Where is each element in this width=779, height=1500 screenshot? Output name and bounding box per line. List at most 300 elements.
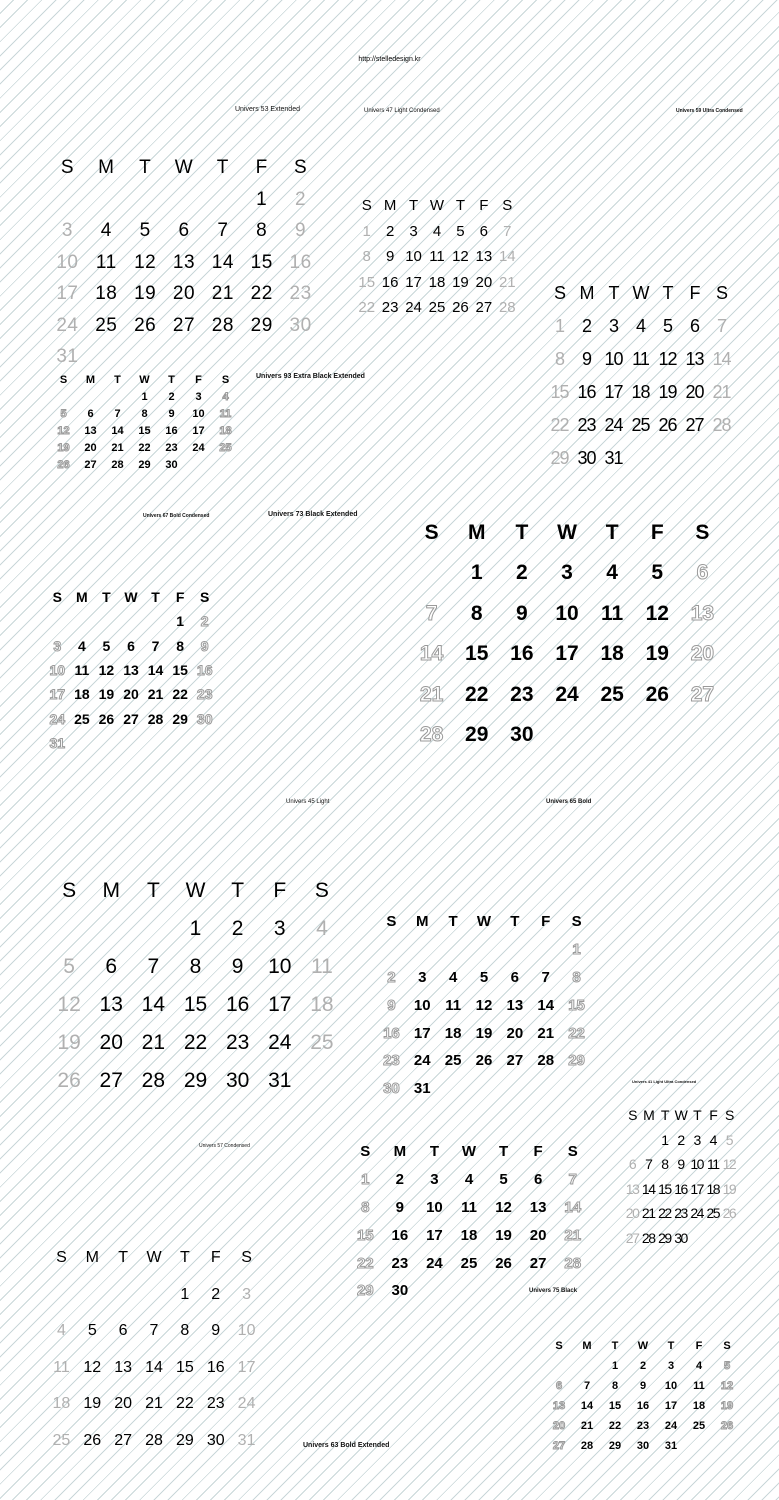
day-cell: 13	[475, 248, 493, 266]
day-cell: 15	[658, 1180, 671, 1197]
day-cell: 30	[196, 710, 213, 727]
day-cell: 17	[192, 425, 205, 437]
day-cell: 19	[134, 283, 157, 305]
day-cell: 27	[475, 299, 493, 317]
weekday-header: S	[424, 520, 439, 544]
day-cell: 14	[211, 251, 234, 273]
day-cell: 15	[608, 1400, 622, 1413]
day-cell: 13	[685, 348, 704, 369]
weekday-header: S	[695, 520, 710, 544]
day-cell: 17	[664, 1400, 678, 1413]
weekday-header: W	[429, 197, 445, 215]
calendar-label-c6: Univers 73 Black Extended	[268, 511, 358, 518]
day-cell: 1	[176, 613, 185, 630]
day-cell: 29	[550, 447, 569, 468]
calendar-label-c11: Univers 75 Black	[529, 1288, 578, 1294]
weekday-header: T	[608, 282, 619, 303]
day-cell: 2	[639, 1360, 647, 1373]
day-cell: 17	[49, 686, 66, 703]
calendar-label-c9: Univers 41 Light Ultra Condensed	[632, 1079, 697, 1084]
day-cell: 5	[651, 561, 664, 585]
day-cell: 17	[405, 273, 422, 291]
day-cell: 9	[395, 1198, 405, 1216]
weekday-header: F	[195, 374, 202, 386]
day-cell: 11	[693, 1380, 705, 1393]
weekday-header: T	[611, 1340, 619, 1353]
day-cell: 6	[87, 408, 94, 420]
day-cell: 24	[413, 1052, 431, 1070]
weekday-header: M	[102, 878, 120, 902]
day-cell: 12	[83, 1358, 102, 1376]
day-cell: 21	[564, 1226, 582, 1244]
day-cell: 23	[391, 1254, 409, 1272]
day-cell: 10	[237, 1322, 256, 1340]
day-cell: 26	[722, 1205, 736, 1222]
day-cell: 21	[580, 1420, 594, 1432]
day-cell: 20	[114, 1395, 133, 1413]
day-cell: 9	[168, 408, 175, 420]
day-cell: 5	[102, 637, 111, 654]
day-cell: 18	[600, 642, 624, 666]
day-cell: 28	[564, 1254, 582, 1272]
day-cell: 1	[362, 222, 371, 240]
day-cell: 25	[600, 682, 624, 706]
day-cell: 8	[176, 637, 185, 654]
day-cell: 12	[645, 601, 669, 625]
day-cell: 31	[237, 1431, 256, 1449]
day-cell: 23	[289, 283, 312, 305]
day-cell: 25	[428, 299, 446, 317]
day-cell: 1	[572, 941, 581, 959]
day-cell: 1	[189, 916, 202, 940]
calendar-c12	[545, 1337, 741, 1456]
day-cell: 24	[604, 414, 623, 435]
day-cell: 20	[84, 442, 97, 454]
day-cell: 15	[356, 1226, 374, 1244]
day-cell: 8	[141, 408, 148, 420]
day-cell: 4	[709, 1131, 716, 1148]
day-cell: 27	[506, 1052, 524, 1070]
weekday-header: F	[709, 1107, 717, 1124]
day-cell: 28	[147, 710, 164, 727]
weekday-header: S	[221, 374, 230, 386]
day-cell: 9	[581, 348, 591, 369]
day-cell: 7	[645, 1156, 652, 1173]
day-cell: 20	[529, 1226, 547, 1244]
day-cell: 25	[692, 1420, 706, 1432]
day-cell: 20	[552, 1420, 566, 1432]
weekday-header: W	[139, 374, 150, 386]
day-cell: 22	[568, 1024, 585, 1042]
day-cell: 31	[56, 346, 79, 368]
day-cell: 10	[426, 1198, 443, 1216]
weekday-header: T	[662, 282, 673, 303]
weekday-header: M	[416, 913, 429, 931]
day-cell: 16	[381, 273, 399, 291]
day-cell: 10	[664, 1380, 678, 1393]
day-cell: 12	[452, 248, 469, 266]
day-cell: 20	[685, 381, 704, 402]
calendar-c11	[348, 1138, 590, 1305]
day-cell: 14	[498, 248, 516, 266]
day-cell: 21	[145, 1395, 163, 1413]
day-cell: 11	[95, 251, 117, 273]
day-cell: 24	[56, 314, 79, 336]
weekday-header: S	[724, 1107, 733, 1124]
day-cell: 11	[53, 1358, 70, 1376]
weekday-header: M	[467, 520, 486, 544]
day-cell: 31	[268, 1068, 292, 1092]
day-cell: 13	[123, 662, 139, 679]
day-cell: 24	[268, 1030, 292, 1054]
calendar-c6	[409, 512, 725, 755]
day-cell: 17	[426, 1226, 443, 1244]
day-cell: 26	[452, 299, 469, 317]
day-cell: 19	[83, 1395, 102, 1413]
day-cell: 23	[636, 1420, 650, 1432]
day-cell: 17	[413, 1024, 431, 1042]
weekday-header: S	[361, 197, 372, 215]
day-cell: 21	[641, 1205, 655, 1222]
day-cell: 3	[430, 1171, 439, 1189]
weekday-header: W	[674, 1107, 687, 1124]
day-cell: 6	[696, 561, 709, 585]
weekday-header: S	[553, 282, 565, 303]
day-cell: 29	[465, 723, 489, 747]
day-cell: 7	[541, 968, 550, 986]
day-cell: 22	[608, 1420, 622, 1432]
day-cell: 19	[452, 273, 469, 291]
day-cell: 2	[295, 188, 307, 210]
day-cell: 19	[720, 1400, 734, 1413]
day-cell: 18	[460, 1226, 478, 1244]
day-cell: 6	[118, 1322, 128, 1340]
day-cell: 5	[456, 222, 465, 240]
day-cell: 22	[250, 283, 273, 305]
day-cell: 30	[206, 1431, 225, 1449]
day-cell: 1	[256, 188, 268, 210]
day-cell: 22	[658, 1205, 671, 1222]
day-cell: 26	[495, 1254, 512, 1272]
weekday-header: T	[498, 1143, 509, 1161]
day-cell: 13	[690, 601, 715, 625]
day-cell: 14	[141, 992, 166, 1016]
day-cell: 8	[470, 601, 483, 625]
day-cell: 28	[111, 459, 124, 471]
day-cell: 9	[231, 954, 244, 978]
day-cell: 18	[52, 1395, 71, 1413]
day-cell: 21	[419, 682, 444, 706]
day-cell: 28	[641, 1229, 655, 1246]
day-cell: 2	[168, 391, 175, 403]
day-cell: 3	[608, 315, 618, 336]
day-cell: 27	[552, 1439, 566, 1452]
day-cell: 15	[183, 992, 208, 1016]
weekday-header: T	[605, 520, 619, 544]
day-cell: 18	[428, 273, 446, 291]
day-cell: 24	[664, 1420, 678, 1432]
day-cell: 4	[316, 916, 328, 940]
day-cell: 15	[465, 642, 489, 666]
day-cell: 5	[139, 220, 151, 242]
day-cell: 24	[690, 1205, 703, 1222]
day-cell: 16	[196, 662, 213, 679]
weekday-header: S	[60, 157, 75, 179]
day-cell: 31	[413, 1080, 431, 1098]
day-cell: 22	[183, 1030, 208, 1054]
day-cell: 14	[537, 996, 555, 1014]
day-cell: 22	[358, 299, 376, 317]
day-cell: 7	[583, 1380, 591, 1393]
day-cell: 11	[74, 662, 90, 679]
day-cell: 8	[611, 1380, 619, 1393]
weekday-header: F	[541, 913, 551, 931]
day-cell: 26	[57, 459, 70, 471]
day-cell: 18	[692, 1400, 706, 1413]
day-cell: 29	[250, 314, 273, 336]
day-cell: 24	[426, 1254, 443, 1272]
day-cell: 21	[147, 686, 164, 703]
site-url[interactable]: http://stelledesign.kr	[358, 56, 421, 63]
day-cell: 9	[200, 637, 209, 654]
day-cell: 14	[564, 1198, 582, 1216]
day-cell: 15	[172, 662, 188, 679]
day-cell: 18	[444, 1024, 462, 1042]
day-cell: 6	[689, 315, 699, 336]
day-cell: 2	[200, 613, 209, 630]
day-cell: 21	[141, 1030, 166, 1054]
day-cell: 30	[225, 1068, 250, 1092]
day-cell: 2	[516, 561, 528, 585]
day-cell: 12	[722, 1156, 736, 1173]
day-cell: 31	[604, 447, 623, 468]
day-cell: 22	[138, 442, 151, 454]
day-cell: 14	[147, 662, 164, 679]
day-cell: 8	[361, 1198, 370, 1216]
day-cell: 15	[138, 425, 151, 437]
calendar-c7	[48, 871, 343, 1099]
day-cell: 26	[134, 314, 157, 336]
day-cell: 31	[664, 1439, 678, 1452]
day-cell: 3	[409, 222, 418, 240]
weekday-header: S	[628, 1107, 636, 1124]
weekday-header: F	[273, 878, 287, 902]
calendar-label-c5: Univers 67 Bold Condensed	[143, 513, 210, 519]
day-cell: 14	[580, 1400, 594, 1413]
day-cell: 29	[138, 459, 151, 471]
day-cell: 25	[95, 314, 118, 336]
day-cell: 11	[601, 601, 624, 625]
day-cell: 18	[310, 992, 334, 1016]
weekday-header: S	[386, 913, 397, 931]
calendar-label-c8: Univers 65 Bold	[546, 799, 592, 805]
day-cell: 7	[503, 222, 512, 240]
calendar-c1	[48, 152, 320, 373]
weekday-header: T	[168, 374, 175, 386]
weekday-header: T	[102, 589, 111, 606]
day-cell: 14	[111, 425, 124, 437]
calendar-label-c7: Univers 45 Light	[286, 799, 330, 805]
calendar-c10	[46, 1240, 262, 1459]
day-cell: 6	[127, 637, 135, 654]
calendar-label-c1: Univers 53 Extended	[235, 106, 300, 113]
weekday-header: F	[695, 1340, 703, 1353]
weekday-header: T	[118, 1249, 129, 1267]
day-cell: 1	[554, 315, 564, 336]
day-cell: 1	[611, 1360, 619, 1373]
day-cell: 4	[448, 968, 458, 986]
day-cell: 25	[706, 1205, 720, 1222]
day-cell: 1	[180, 1285, 190, 1303]
day-cell: 23	[381, 299, 399, 317]
day-cell: 27	[99, 1068, 123, 1092]
day-cell: 27	[123, 710, 139, 727]
day-cell: 17	[604, 381, 623, 402]
day-cell: 5	[63, 954, 75, 978]
day-cell: 4	[77, 637, 86, 654]
day-cell: 6	[105, 954, 118, 978]
day-cell: 3	[242, 1285, 252, 1303]
day-cell: 19	[475, 1024, 493, 1042]
day-cell: 30	[577, 447, 596, 468]
day-cell: 30	[165, 459, 178, 471]
day-cell: 23	[577, 414, 596, 435]
day-cell: 29	[568, 1052, 585, 1070]
day-cell: 11	[461, 1198, 477, 1216]
day-cell: 8	[572, 968, 581, 986]
day-cell: 29	[658, 1229, 671, 1246]
day-cell: 10	[413, 996, 431, 1014]
day-cell: 26	[98, 710, 115, 727]
day-cell: 13	[552, 1400, 566, 1413]
weekday-header: S	[715, 282, 727, 303]
weekday-header: W	[637, 1340, 649, 1353]
day-cell: 18	[706, 1180, 720, 1197]
day-cell: 10	[405, 248, 422, 266]
day-cell: 20	[172, 283, 196, 305]
day-cell: 5	[479, 968, 489, 986]
weekday-header: M	[383, 197, 397, 215]
day-cell: 24	[405, 299, 422, 317]
weekday-header: S	[314, 878, 329, 902]
day-cell: 15	[568, 996, 585, 1014]
day-cell: 3	[667, 1360, 675, 1373]
weekday-header: W	[476, 913, 492, 931]
day-cell: 26	[658, 414, 677, 435]
day-cell: 22	[356, 1254, 374, 1272]
weekday-header: W	[146, 1249, 162, 1267]
day-cell: 9	[677, 1156, 684, 1173]
day-cell: 3	[693, 1131, 700, 1148]
day-cell: 14	[419, 642, 444, 666]
day-cell: 2	[387, 968, 396, 986]
day-cell: 23	[225, 1030, 250, 1054]
day-cell: 7	[716, 315, 726, 336]
weekday-header: S	[571, 913, 582, 931]
day-cell: 22	[175, 1395, 194, 1413]
weekday-header: S	[241, 1249, 252, 1267]
day-cell: 9	[211, 1322, 221, 1340]
day-cell: 3	[273, 916, 286, 940]
day-cell: 8	[661, 1156, 668, 1173]
day-cell: 28	[498, 299, 516, 317]
day-cell: 29	[183, 1068, 208, 1092]
day-cell: 26	[645, 682, 669, 706]
day-cell: 10	[49, 662, 66, 679]
weekday-header: T	[231, 878, 245, 902]
day-cell: 15	[175, 1358, 194, 1376]
calendar-c8	[376, 908, 592, 1103]
day-cell: 12	[57, 425, 70, 437]
day-cell: 11	[445, 996, 462, 1014]
day-cell: 20	[506, 1024, 524, 1042]
weekday-header: T	[660, 1107, 668, 1124]
day-cell: 28	[419, 723, 444, 747]
day-cell: 21	[111, 442, 124, 454]
weekday-header: W	[557, 520, 577, 544]
day-cell: 12	[98, 662, 115, 679]
day-cell: 24	[192, 442, 205, 454]
weekday-header: T	[146, 878, 160, 902]
weekday-header: W	[632, 282, 649, 303]
weekday-header: S	[723, 1340, 731, 1353]
day-cell: 6	[479, 222, 489, 240]
weekday-header: S	[502, 197, 513, 215]
weekday-header: S	[200, 589, 210, 606]
day-cell: 29	[356, 1282, 374, 1300]
day-cell: 30	[674, 1229, 687, 1246]
day-cell: 28	[712, 414, 731, 435]
day-cell: 6	[510, 968, 520, 986]
weekday-header: T	[693, 1107, 701, 1124]
day-cell: 12	[658, 348, 677, 369]
day-cell: 1	[661, 1131, 668, 1148]
day-cell: 29	[175, 1431, 194, 1449]
day-cell: 21	[498, 273, 516, 291]
day-cell: 4	[222, 391, 229, 403]
day-cell: 16	[674, 1180, 687, 1197]
day-cell: 3	[195, 391, 202, 403]
day-cell: 25	[460, 1254, 478, 1272]
day-cell: 10	[555, 601, 579, 625]
day-cell: 29	[608, 1439, 622, 1452]
day-cell: 31	[49, 734, 66, 751]
day-cell: 16	[577, 381, 596, 402]
day-cell: 28	[141, 1068, 166, 1092]
day-cell: 25	[52, 1431, 71, 1449]
weekday-header: M	[643, 1107, 654, 1124]
day-cell: 16	[289, 251, 312, 273]
day-cell: 4	[432, 222, 442, 240]
day-cell: 7	[114, 408, 121, 420]
day-cell: 10	[268, 954, 292, 978]
day-cell: 28	[537, 1052, 555, 1070]
day-cell: 11	[707, 1156, 719, 1173]
day-cell: 19	[722, 1180, 736, 1197]
day-cell: 13	[114, 1358, 133, 1376]
day-cell: 16	[206, 1358, 225, 1376]
day-cell: 5	[87, 1322, 97, 1340]
weekday-header: F	[479, 197, 489, 215]
day-cell: 24	[49, 710, 66, 727]
day-cell: 5	[60, 408, 67, 420]
day-cell: 10	[56, 251, 79, 273]
day-cell: 3	[561, 561, 573, 585]
day-cell: 19	[98, 686, 115, 703]
day-cell: 2	[395, 1171, 405, 1189]
day-cell: 6	[178, 220, 190, 242]
weekday-header: W	[461, 1143, 477, 1161]
